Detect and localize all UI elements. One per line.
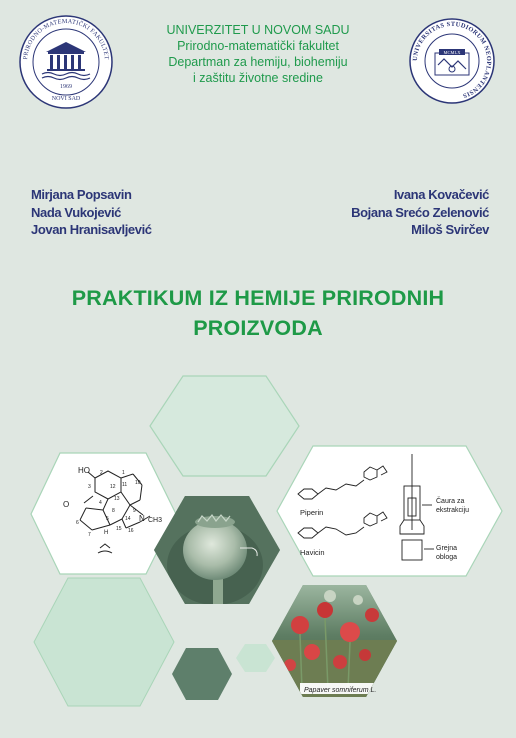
author-name: Bojana Srećo Zelenović [351,204,489,220]
molecule-label-ch3: CH3 [148,517,163,524]
book-title-line-1: PRAKTIKUM IZ HEMIJE PRIRODNIH [71,286,445,310]
molecule-atom-number: 5 [106,516,109,522]
hex-decor-small [236,644,275,672]
molecule-label-n: N [139,514,145,523]
author-name: Jovan Hranisavljević [31,222,152,237]
faculty-seal-icon [18,14,114,110]
molecule-atom-number: 12 [110,484,116,490]
molecule-atom-number: 3 [88,484,91,490]
molecule-atom-number: 15 [116,526,122,532]
molecule-hex [31,453,176,574]
molecule-atom-number: 2 [100,470,103,476]
university-seal-ring-text: UNIVERSITAS STUDIORUM NEOPLANTENSIS [411,20,493,100]
institution-header [140,22,376,86]
book-title-line-2: PROIZVODA [193,316,323,340]
faculty-seal-ring-text: PRIRODNO-MATEMATIČKI FAKULTET [22,17,110,61]
molecule-atom-number: 14 [125,516,131,522]
molecule-atom-number: 9 [133,508,136,514]
piperine-hex [277,446,502,576]
authors-left [31,186,152,239]
authors-right [351,186,489,239]
header-line-university: UNIVERZITET U NOVOM SADU [166,23,350,37]
molecule-label-h: H [104,530,109,536]
hex-decor-top [150,376,299,476]
havicin-label: Havicin [300,548,325,557]
faculty-seal-city: NOVI SAD [51,96,81,102]
molecule-label-o: O [63,500,70,509]
piperin-label: Piperin [300,508,324,517]
grejna-label: Grejna obloga [436,545,458,561]
author-name: Mirjana Popsavin [31,187,132,202]
author-name: Ivana Kovačević [393,187,489,202]
molecule-label-ho: HO [78,466,90,475]
photo-caption: Papaver somniferum L. [304,687,377,694]
caura-label: Čaura za ekstrakciju [436,498,470,514]
molecule-atom-number: 6 [76,520,79,526]
molecule-atom-number: 16 [128,528,134,534]
university-seal-center: MCMLX [443,50,461,55]
molecule-atom-number: 11 [122,482,128,488]
university-seal-icon [408,17,496,105]
author-name: Nada Vukojević [31,204,122,220]
hexagon-collage [0,370,516,738]
molecule-atom-number: 13 [114,496,120,502]
header-line-department: Departman za hemiju, biohemiju [168,55,348,69]
molecule-atom-number: 10 [135,480,141,486]
header-line-department-2: i zaštitu životne sredine [193,71,323,85]
header-line-faculty: Prirodno-matematički fakultet [177,39,339,53]
molecule-atom-number: 7 [88,532,91,538]
molecule-atom-number: 4 [99,500,102,506]
hex-decor-bottom-left [34,578,174,706]
molecule-atom-number: 8 [112,508,115,514]
molecule-atom-number: 1 [122,470,125,476]
faculty-seal-year: 1969 [60,84,72,90]
poppy-field-photo-hex [270,582,400,700]
author-name: Miloš Svirčev [411,222,489,237]
hex-decor-dark [172,648,232,700]
book-title [0,283,516,343]
